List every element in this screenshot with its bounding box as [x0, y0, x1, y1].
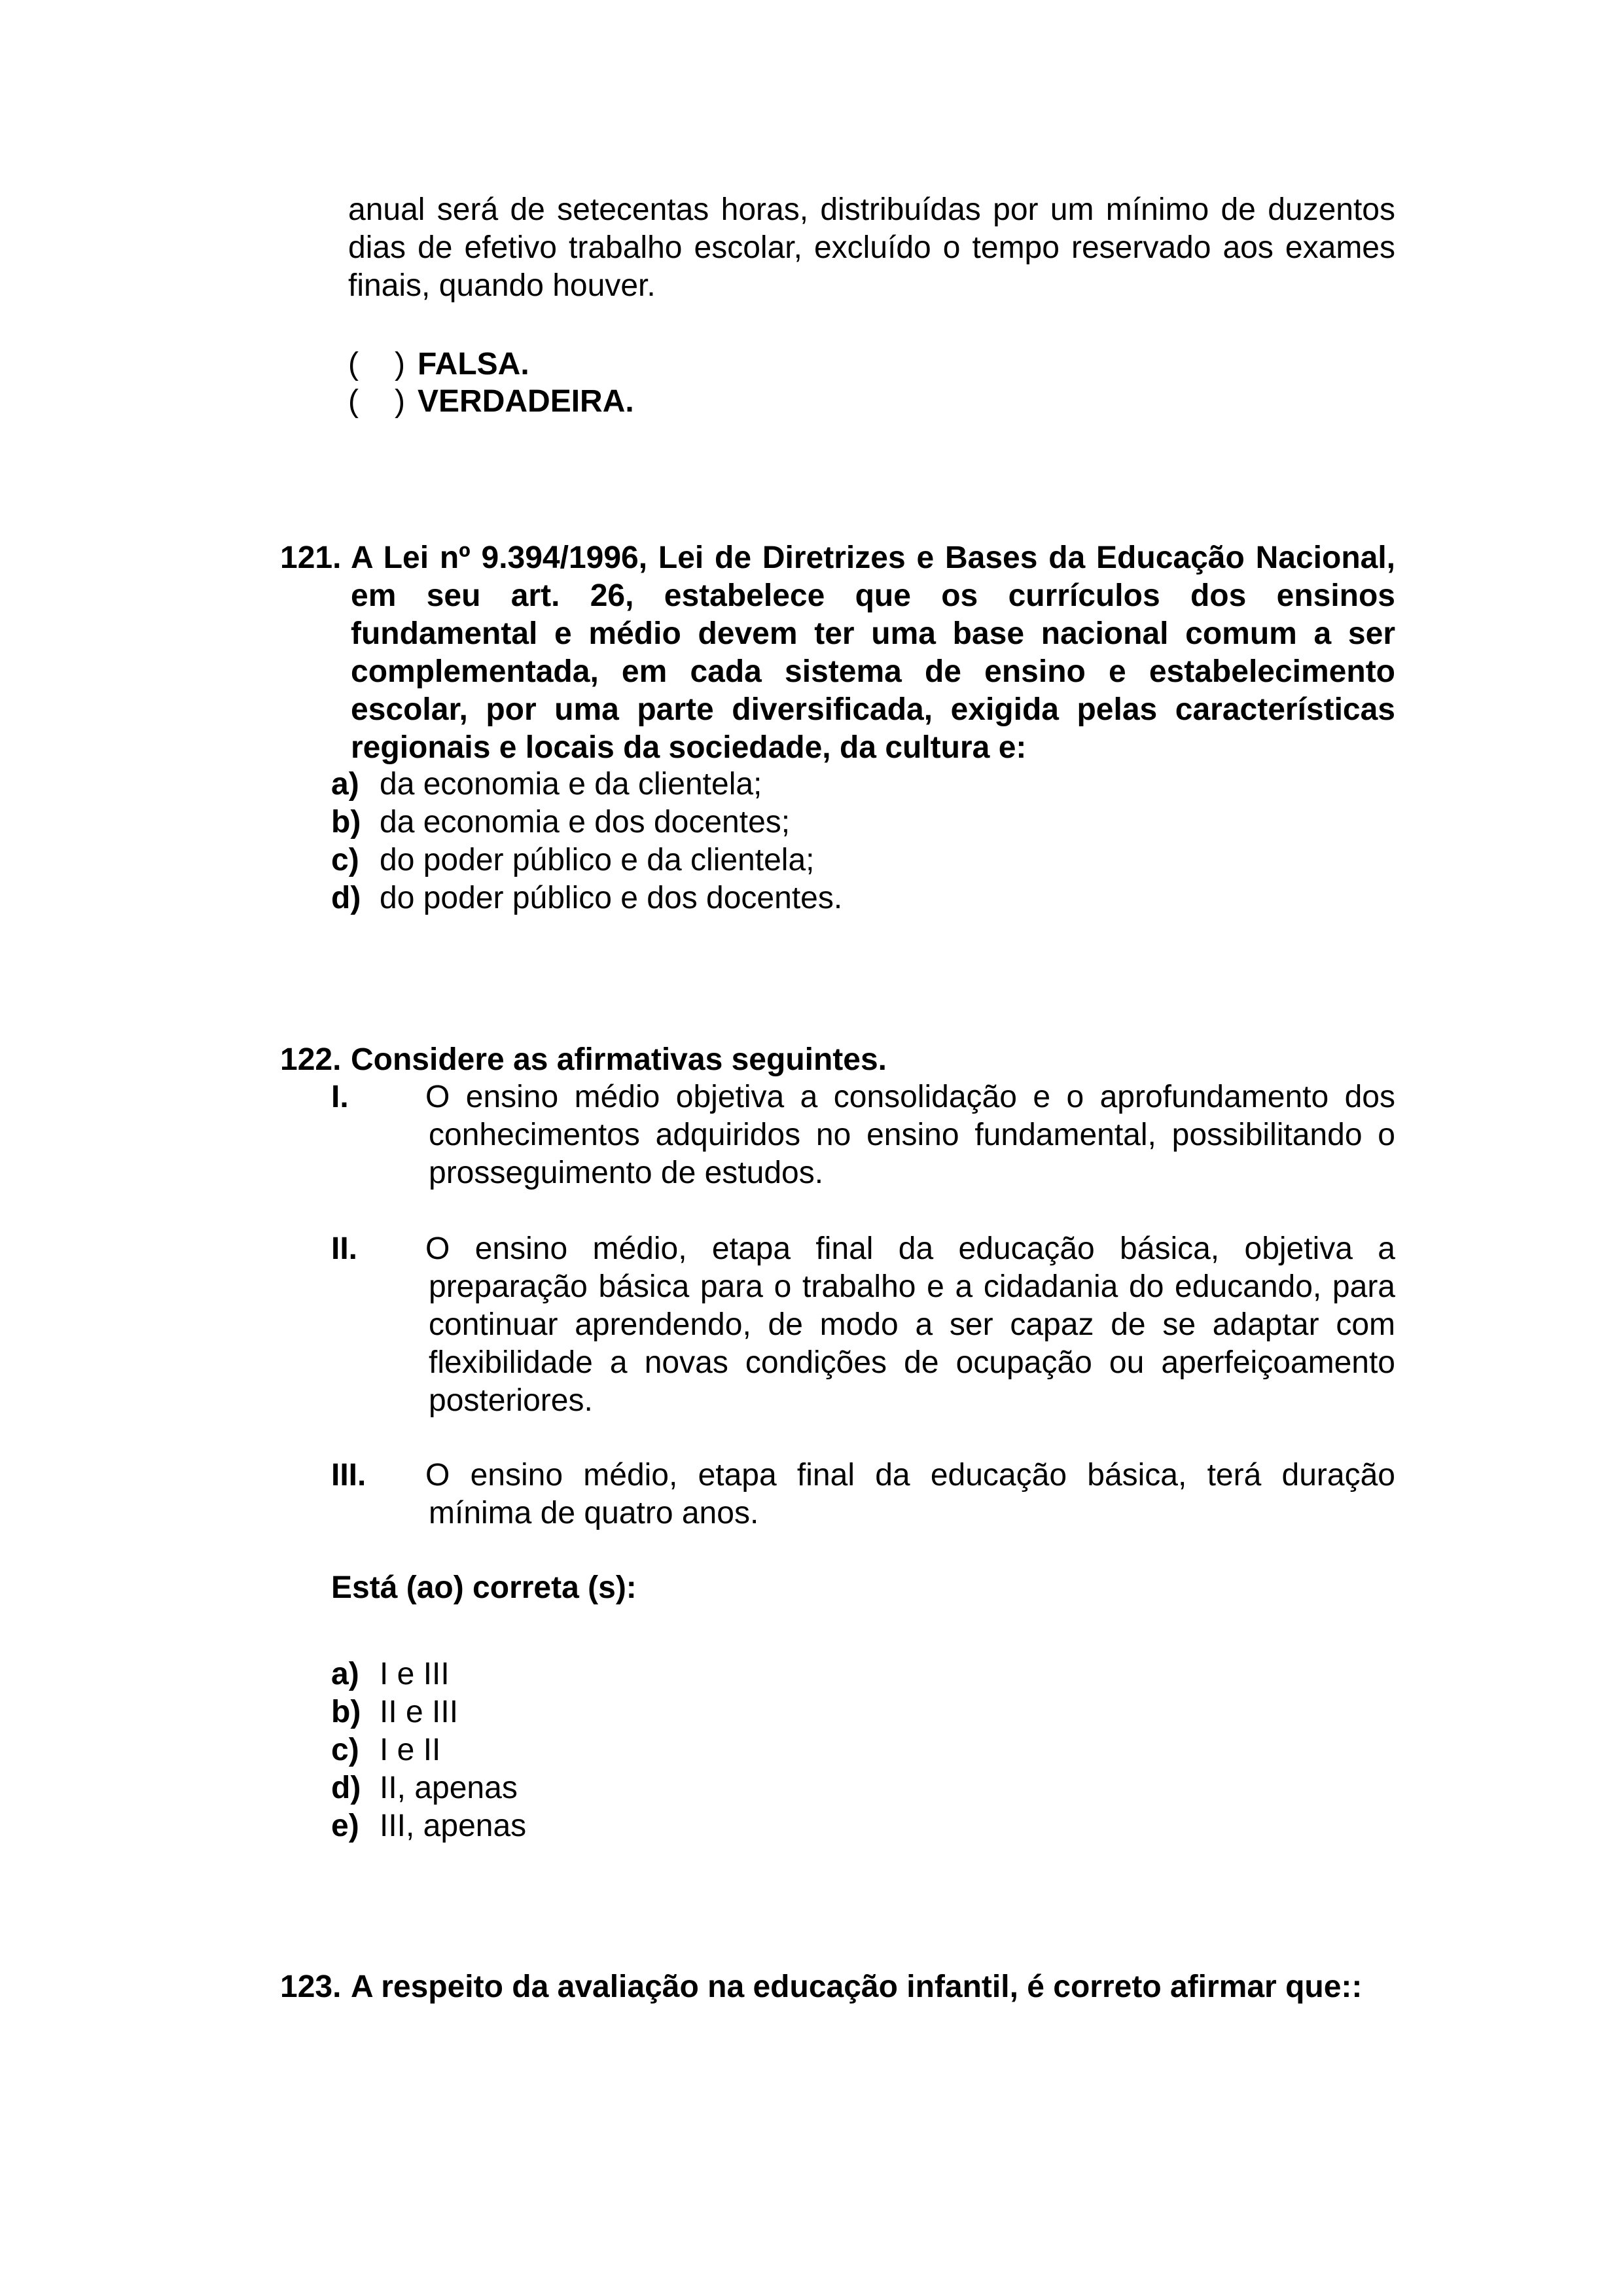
option-letter: c): [331, 843, 359, 877]
option-text: II e III: [380, 1695, 459, 1729]
question-text: A Lei nº 9.394/1996, Lei de Diretrizes e Bases da Educação Nacional, em seu art. 26, estabelece que os currículos dos ensinos fundamental e médio devem ter uma base nacional comum a ser complementada, em cada sistema de ensino e estabelecimento escolar, por uma parte diversificada, exigida pelas características regionais e locais da sociedade, da cultura e:: [351, 540, 1395, 765]
option-letter: b): [331, 1695, 361, 1729]
option-letter: a): [331, 767, 359, 802]
question-number: 121.: [280, 540, 342, 575]
option-text: da economia e da clientela;: [380, 767, 762, 802]
statement-text: O ensino médio, etapa final da educação básica, terá duração mínima de quatro anos.: [425, 1458, 1395, 1530]
option-text: II, apenas: [380, 1771, 518, 1805]
option-letter: c): [331, 1733, 359, 1767]
option-text: da economia e dos docentes;: [380, 805, 791, 839]
answer-true-close-paren: ): [395, 384, 405, 419]
option-letter: d): [331, 1771, 361, 1805]
option-text: I e II: [380, 1733, 441, 1767]
option-text: I e III: [380, 1657, 450, 1691]
option-letter: e): [331, 1809, 359, 1843]
option-text: do poder público e dos docentes.: [380, 881, 843, 915]
option-letter: d): [331, 881, 361, 915]
statement-text: O ensino médio, etapa final da educação básica, objetiva a preparação básica para o trabalho e a cidadania do educando, para continuar aprendendo, de modo a ser capaz de se adaptar com flexibilidade a novas condições de ocupação ou aperfeiçoamento posteriores.: [425, 1231, 1395, 1418]
answer-true-open-paren: (: [348, 384, 359, 419]
option-text: III, apenas: [380, 1809, 527, 1843]
answer-false-close-paren: ): [395, 347, 405, 381]
question-text: A respeito da avaliação na educação infantil, é correto afirmar que::: [351, 1969, 1363, 2004]
intro-paragraph: anual será de setecentas horas, distribuídas por um mínimo de duzentos dias de efetivo trabalho escolar, excluído o tempo reservado aos exames finais, quando houver.: [348, 192, 1395, 303]
question-prompt: Está (ao) correta (s):: [331, 1570, 637, 1605]
statement-numeral: III.: [331, 1458, 366, 1492]
answer-false-open-paren: (: [348, 347, 359, 381]
option-text: do poder público e da clientela;: [380, 843, 815, 877]
statement-numeral: I.: [331, 1080, 349, 1114]
question-number: 123.: [280, 1969, 342, 2004]
option-letter: a): [331, 1657, 359, 1691]
answer-true-label: VERDADEIRA.: [418, 384, 634, 419]
statement-numeral: II.: [331, 1231, 358, 1266]
question-number: 122.: [280, 1042, 342, 1077]
statement-text: O ensino médio objetiva a consolidação e o aprofundamento dos conhecimentos adquiridos no ensino fundamental, possibilitando o prosseguimento de estudos.: [425, 1080, 1395, 1190]
option-letter: b): [331, 805, 361, 839]
question-text: Considere as afirmativas seguintes.: [351, 1042, 887, 1077]
answer-false-label: FALSA.: [418, 347, 529, 381]
